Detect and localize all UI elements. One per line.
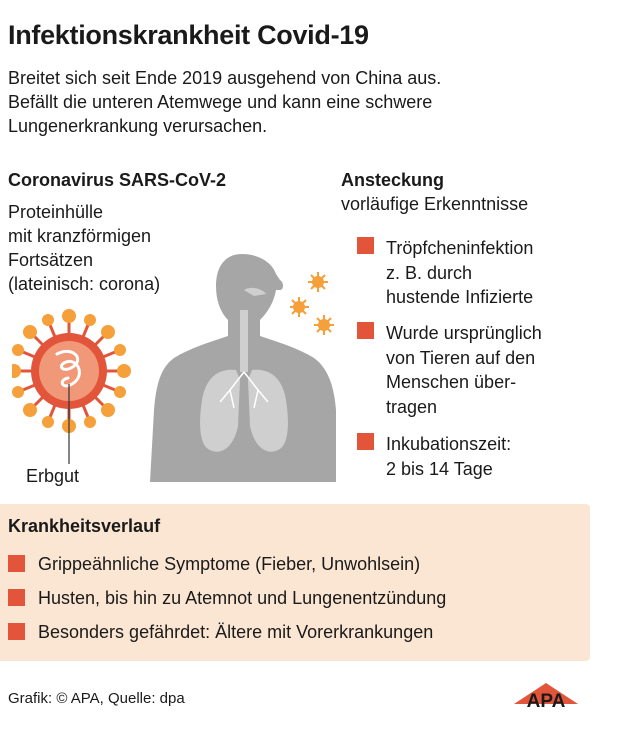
erbgut-label: Erbgut (26, 466, 80, 486)
coronavirus-illustration (12, 306, 142, 476)
droplets-illustration (290, 270, 340, 340)
krankheitsverlauf-item: Husten, bis hin zu Atemnot und Lungenentzündung (38, 588, 447, 608)
ansteckung-item-line: von Tieren auf den (386, 347, 536, 368)
bullet-square (8, 589, 25, 606)
ansteckung-item-line: 2 bis 14 Tage (386, 458, 493, 479)
bullet-square (357, 322, 374, 339)
virus-description-line: Proteinhülle (8, 202, 104, 222)
ansteckung-item-line: tragen (386, 396, 438, 417)
virus-heading: Coronavirus SARS-CoV-2 (8, 170, 227, 190)
page-title: Infektionskrankheit Covid-19 (8, 20, 369, 50)
virus-description-line: mit kranzförmigen (8, 226, 152, 246)
ansteckung-item-line: Wurde ursprünglich (386, 323, 542, 343)
intro-line: Lungenerkrankung verursachen. (8, 116, 268, 136)
ansteckung-subheading: vorläufige Erkenntnisse (341, 194, 529, 214)
krankheitsverlauf-heading: Krankheitsverlauf (8, 516, 161, 536)
ansteckung-heading: Ansteckung (341, 170, 445, 190)
ansteckung-item (386, 236, 533, 310)
ansteckung-item-line: z. B. durch (386, 262, 473, 283)
ansteckung-item-line: Inkubationszeit: (386, 434, 512, 454)
bullet-square (357, 433, 374, 450)
virus-description-line: (lateinisch: corona) (8, 274, 161, 294)
virus-description-line: Fortsätzen (8, 250, 94, 270)
bullet-square (357, 237, 374, 254)
bullet-square (8, 555, 25, 572)
ansteckung-item (386, 432, 511, 481)
ansteckung-item-line: Tröpfcheninfektion (386, 238, 534, 258)
krankheitsverlauf-item: Grippeähnliche Symptome (Fieber, Unwohlsein) (38, 554, 421, 574)
intro-line: Breitet sich seit Ende 2019 ausgehend von China aus. (8, 68, 442, 88)
apa-logo-text: APA (526, 691, 566, 710)
intro-text (8, 66, 608, 138)
source-credit: Grafik: © APA, Quelle: dpa (8, 690, 185, 707)
ansteckung-item-line: Menschen über- (386, 372, 517, 392)
ansteckung-item-line: hustende Infizierte (386, 287, 534, 307)
virus-description (8, 200, 160, 296)
krankheitsverlauf-item: Besonders gefährdet: Ältere mit Vorerkrankungen (38, 622, 434, 642)
apa-logo (510, 682, 582, 710)
intro-line: Befällt die unteren Atemwege und kann eine schwere (8, 92, 433, 112)
bullet-square (8, 623, 25, 640)
ansteckung-item (386, 321, 542, 419)
